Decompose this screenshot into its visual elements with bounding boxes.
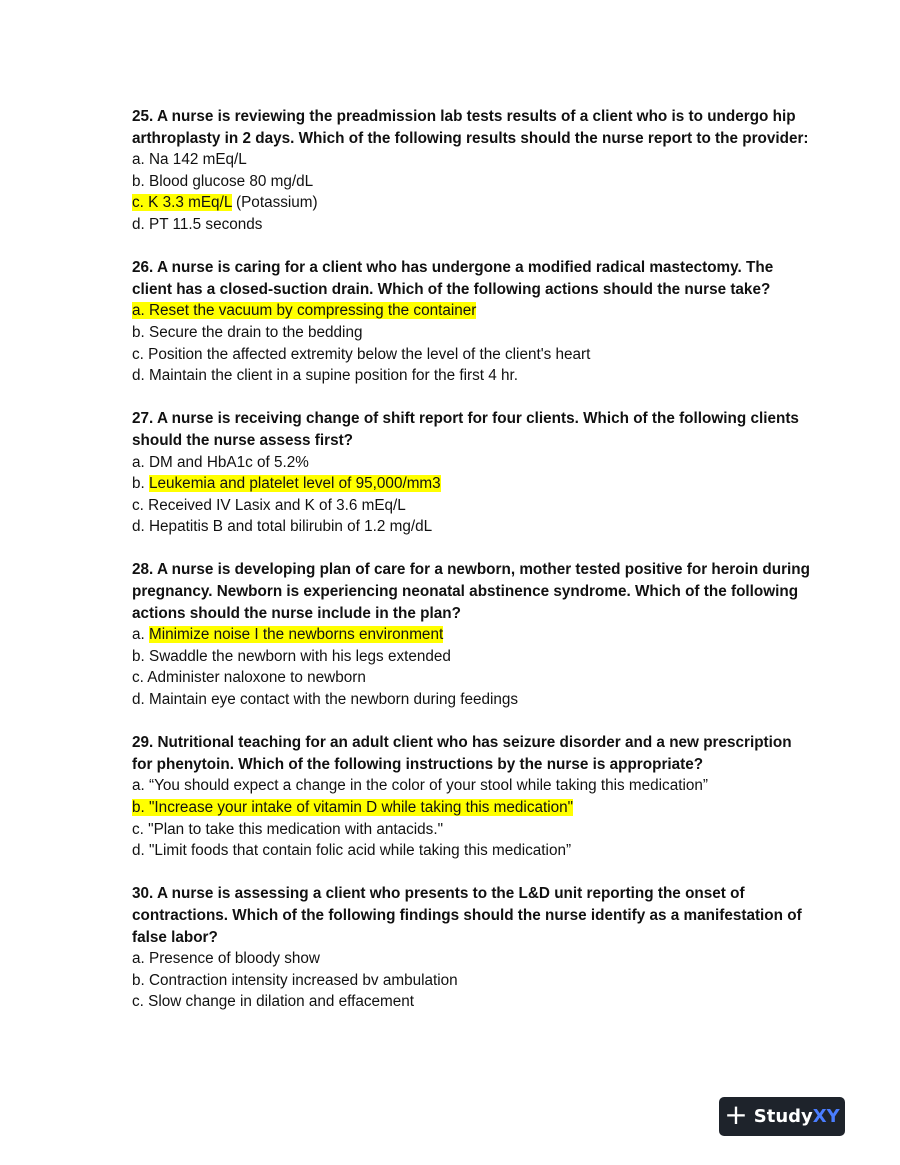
- answer-option-d: d. PT 11.5 seconds: [132, 215, 263, 233]
- question-list: [132, 106, 812, 1035]
- question-25: [132, 106, 812, 236]
- answer-option-c: c. Slow change in dilation and effacement: [132, 993, 415, 1011]
- question-text: 28. A nurse is developing plan of care for a newborn, mother tested positive for heroin during pregnancy. Newborn is experiencing neonatal abstinence syndrome. Which of the following actions should the nurse include in the plan?: [132, 561, 810, 622]
- answer-option-b: b. "Increase your intake of vitamin D while taking this medication": [132, 799, 574, 816]
- answer-option-c: c. Received IV Lasix and K of 3.6 mEq/L: [132, 496, 406, 514]
- answer-option-b: b. Swaddle the newborn with his legs extended: [132, 647, 451, 665]
- question-29: [132, 732, 812, 862]
- answer-option-c: c. Administer naloxone to newborn: [132, 669, 366, 687]
- studyxy-logo: [719, 1097, 845, 1136]
- answer-option-a: a. Presence of bloody show: [132, 950, 320, 968]
- answer-option-a: a. Na 142 mEq/L: [132, 151, 247, 169]
- answer-option-a: a. DM and HbA1c of 5.2%: [132, 453, 309, 471]
- question-text: 27. A nurse is receiving change of shift report for four clients. Which of the following clients should the nurse assess first?: [132, 410, 799, 449]
- question-26: [132, 257, 812, 387]
- question-text: 29. Nutritional teaching for an adult client who has seizure disorder and a new prescription for phenytoin. Which of the following instructions by the nurse is appropriate?: [132, 734, 792, 773]
- answer-option-a: a. “You should expect a change in the color of your stool while taking this medication”: [132, 777, 708, 795]
- answer-option-c: c. "Plan to take this medication with antacids.": [132, 820, 444, 838]
- question-27: [132, 408, 812, 538]
- answer-option-b: b. Contraction intensity increased bv ambulation: [132, 971, 458, 989]
- question-30: [132, 883, 812, 1013]
- answer-option-d: d. Maintain eye contact with the newborn during feedings: [132, 691, 519, 709]
- answer-option-b: b. Leukemia and platelet level of 95,000/mm3: [132, 475, 441, 493]
- question-28: [132, 559, 812, 710]
- answer-option-c: c. K 3.3 mEq/L (Potassium): [132, 194, 318, 212]
- answer-option-d: d. "Limit foods that contain folic acid while taking this medication”: [132, 842, 572, 860]
- answer-option-d: d. Hepatitis B and total bilirubin of 1.2 mg/dL: [132, 518, 433, 536]
- plus-icon: +: [724, 1098, 748, 1131]
- answer-option-b: b. Secure the drain to the bedding: [132, 323, 363, 341]
- logo-text: StudyXY: [753, 1106, 840, 1127]
- answer-option-c: c. Position the affected extremity below the level of the client's heart: [132, 345, 591, 363]
- question-text: 30. A nurse is assessing a client who presents to the L&D unit reporting the onset of contractions. Which of the following findings should the nurse identify as a manifestation of false labor?: [132, 885, 802, 946]
- answer-option-a: a. Minimize noise I the newborns environment: [132, 626, 444, 644]
- question-text: 25. A nurse is reviewing the preadmission lab tests results of a client who is to undergo hip arthroplasty in 2 days. Which of the following results should the nurse report to the provider:: [132, 108, 809, 147]
- answer-option-b: b. Blood glucose 80 mg/dL: [132, 172, 314, 190]
- answer-option-a: a. Reset the vacuum by compressing the container: [132, 302, 477, 320]
- answer-option-d: d. Maintain the client in a supine position for the first 4 hr.: [132, 367, 519, 385]
- question-text: 26. A nurse is caring for a client who has undergone a modified radical mastectomy. The client has a closed-suction drain. Which of the following actions should the nurse take?: [132, 259, 774, 298]
